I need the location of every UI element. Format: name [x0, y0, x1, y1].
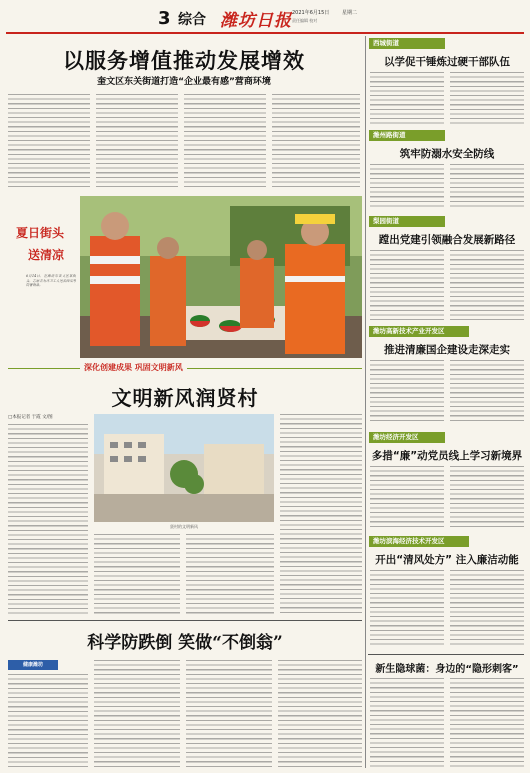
divider-third	[8, 620, 362, 621]
third-body-col-2	[94, 660, 180, 768]
health-tag-label: 健康潍坊	[22, 662, 43, 668]
sidebar-divider	[365, 36, 366, 768]
third-body-col-3	[186, 660, 272, 768]
sidebar-body-3b	[450, 250, 524, 320]
main-photo	[80, 196, 362, 358]
lead-headline: 以服务增值推动发展增效	[63, 48, 305, 73]
third-headline: 科学防跌倒 笑做“不倒翁”	[87, 633, 283, 653]
sidebar-tag-2: 潍州路街道	[369, 130, 445, 141]
lead-subheadline: 奎文区东关街道打造“企业最有感”营商环境	[97, 77, 271, 87]
second-byline: □本报记者 于霞 文/图	[8, 415, 53, 420]
section-name: 综合	[178, 12, 206, 28]
caption-title-1: 夏日街头	[16, 226, 65, 240]
sidebar-body-6b	[450, 570, 524, 648]
second-body-col-2	[94, 534, 180, 614]
sidebar-tag-1: 西城街道	[369, 38, 445, 49]
sidebar-title-2: 筑牢防溺水安全防线	[399, 148, 495, 160]
village-photo	[94, 414, 274, 522]
lead-body-col-3	[184, 94, 266, 190]
masthead-rule	[6, 32, 524, 34]
sidebar-body-6a	[370, 570, 444, 648]
photo-caption-box	[8, 196, 78, 356]
sidebar-body-2b	[450, 164, 524, 210]
sidebar-body-4b	[450, 360, 524, 424]
sidebar-title-3: 蹚出党建引领融合发展新路径	[378, 234, 516, 246]
issue-weekday: 星期二	[342, 10, 358, 16]
caption-title-2: 送清凉	[28, 248, 65, 262]
health-tag	[8, 660, 58, 670]
sidebar-body-1a	[370, 72, 444, 124]
third-body-col-1	[8, 674, 88, 768]
sidebar-tag-5: 潍坊经济开发区	[369, 432, 445, 443]
campaign-banner	[8, 362, 362, 374]
sidebar-body-5b	[450, 466, 524, 530]
sidebar-title-6: 开出“清风处方” 注入廉洁动能	[375, 554, 519, 566]
sidebar-body-3a	[370, 250, 444, 320]
sidebar-body-7b	[450, 678, 524, 768]
page-number: 3	[158, 8, 171, 29]
sidebar-body-2a	[370, 164, 444, 210]
sidebar-title-5: 多措“廉”动党员线上学习新境界	[371, 450, 523, 462]
lead-body-col-2	[96, 94, 178, 190]
village-photo-caption: 贤村的文明新风	[170, 524, 198, 529]
village-photo-illustration	[94, 414, 274, 522]
sidebar-title-7: 新生隐球菌：身边的“隐形刺客”	[375, 664, 519, 675]
sidebar-divider-7	[368, 654, 524, 655]
second-headline: 文明新风润贤村	[111, 386, 259, 410]
banner-text: 深化创建成果 巩固文明新风	[80, 362, 187, 373]
sidebar-body-4a	[370, 360, 444, 424]
second-body-col-1	[8, 424, 88, 614]
second-body-col-4	[280, 414, 362, 614]
second-body-col-3	[186, 534, 274, 614]
paper-logo: 潍坊日报	[220, 11, 292, 31]
third-body-col-4	[278, 660, 362, 768]
sidebar-tag-6: 潍坊滨海经济技术开发区	[369, 536, 469, 547]
caption-body: 6月14日，在潍坊市奎文区某街头，志愿者为环卫工人送去西瓜等防暑物品。	[26, 274, 76, 288]
sidebar-body-1b	[450, 72, 524, 124]
sidebar-tag-4: 潍坊高新技术产业开发区	[369, 326, 469, 337]
sidebar-tag-3: 梨园街道	[369, 216, 445, 227]
issue-date: 2021年6月15日	[292, 10, 330, 16]
sidebar-title-4: 推进清廉国企建设走深走实	[384, 344, 510, 356]
masthead	[0, 0, 530, 34]
volunteers-photo-illustration	[80, 196, 362, 358]
edition-info: 责任编辑 校对	[292, 18, 318, 23]
sidebar-body-5a	[370, 466, 444, 530]
sidebar-title-1: 以学促干锤炼过硬干部队伍	[384, 56, 510, 68]
lead-body-col-4	[272, 94, 360, 190]
lead-body-col-1	[8, 94, 90, 190]
sidebar-body-7a	[370, 678, 444, 768]
